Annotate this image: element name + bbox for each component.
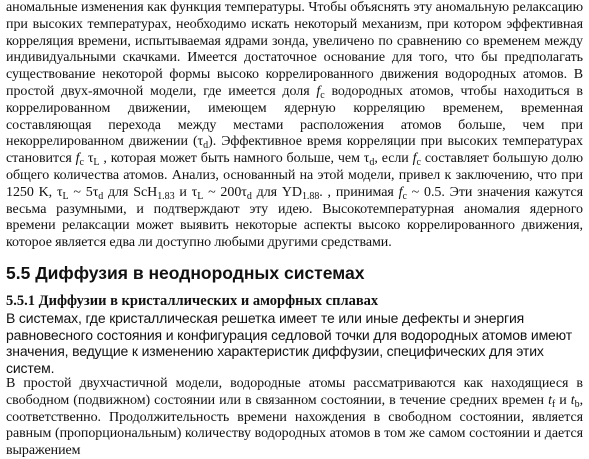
section-heading: 5.5 Диффузия в неоднородных системах [6,262,365,283]
paragraph-2-text: В системах, где кристаллическая решетка имеет те или иные дефекты и энергия равновесного состояния и конфигурация седловой точки для водородных атомов имеют значения, ведущие к изменению характеристик диффузии, специфических для этих систем. [6,309,572,376]
paragraph-anomalous-relaxation [6,0,583,252]
paragraph-1-text: аномальные изменения как функция температуры. Чтобы объяснять эту аномальную релаксацию при высоких температурах, необходимо искать некоторый механизм, при котором эффективная корреляция времени, испытываемая ядрами зонда, увеличено по сравнению со временем между индивидуальными скачками. Имеется достаточное основание для того, что бы предполагать существование некоторой формы высоко коррелированного движения водородных атомов. В простой двух-ямочной модели, где имеется доля $f_c$ водородных атомов, чтобы находиться в коррелированном движении, имеющем ядерную корреляцию временем, временная составляющая перехода между местами расположения атомов больше, чем при некоррелированном движении $(\tau_d)$. Эффективное время корреляции при высоких температурах становится $f_c$ $\tau_L$ , которая может быть намного больше, чем $\tau_d$, если $f_c$ составляет большую долю общего количества атомов. Анализ, основанный на этой модели, привел к заключению, что при 1250 K, $\tau_L$ ~ $5\tau_d$ для ScH$_{1.83}$ и $\tau_L$ ~ $200\tau_d$ для $YD_{1.88}$. , принимая $f_c$ ~ 0.5. Эти значения кажутся весьма разумными, и подтверждают эту идею. Высокотемпературная аномалия ядерного времени релаксации может выявить некоторые аспекты высоко коррелированного движения, которое является едва ли доступно любыми другими средствами. [6,0,583,251]
paragraph-3-text: В простой двухчастичной модели, водородные атомы рассматриваются как находящиеся в свободном (подвижном) состоянии или в связанном состоянии, в течение средних времен $t_f$ и $t_b$, соответственно. Продолжительность времени нахождения в свободном состоянии, является равным (пропорциональным) количеству водородных атомов в том же самом состоянии и дается выражением [6,376,584,458]
paragraph-defects [6,310,583,376]
subsection-heading: 5.5.1 Диффузии в кристаллических и аморфных сплавах [6,292,379,309]
paragraph-two-state-model [6,376,583,459]
